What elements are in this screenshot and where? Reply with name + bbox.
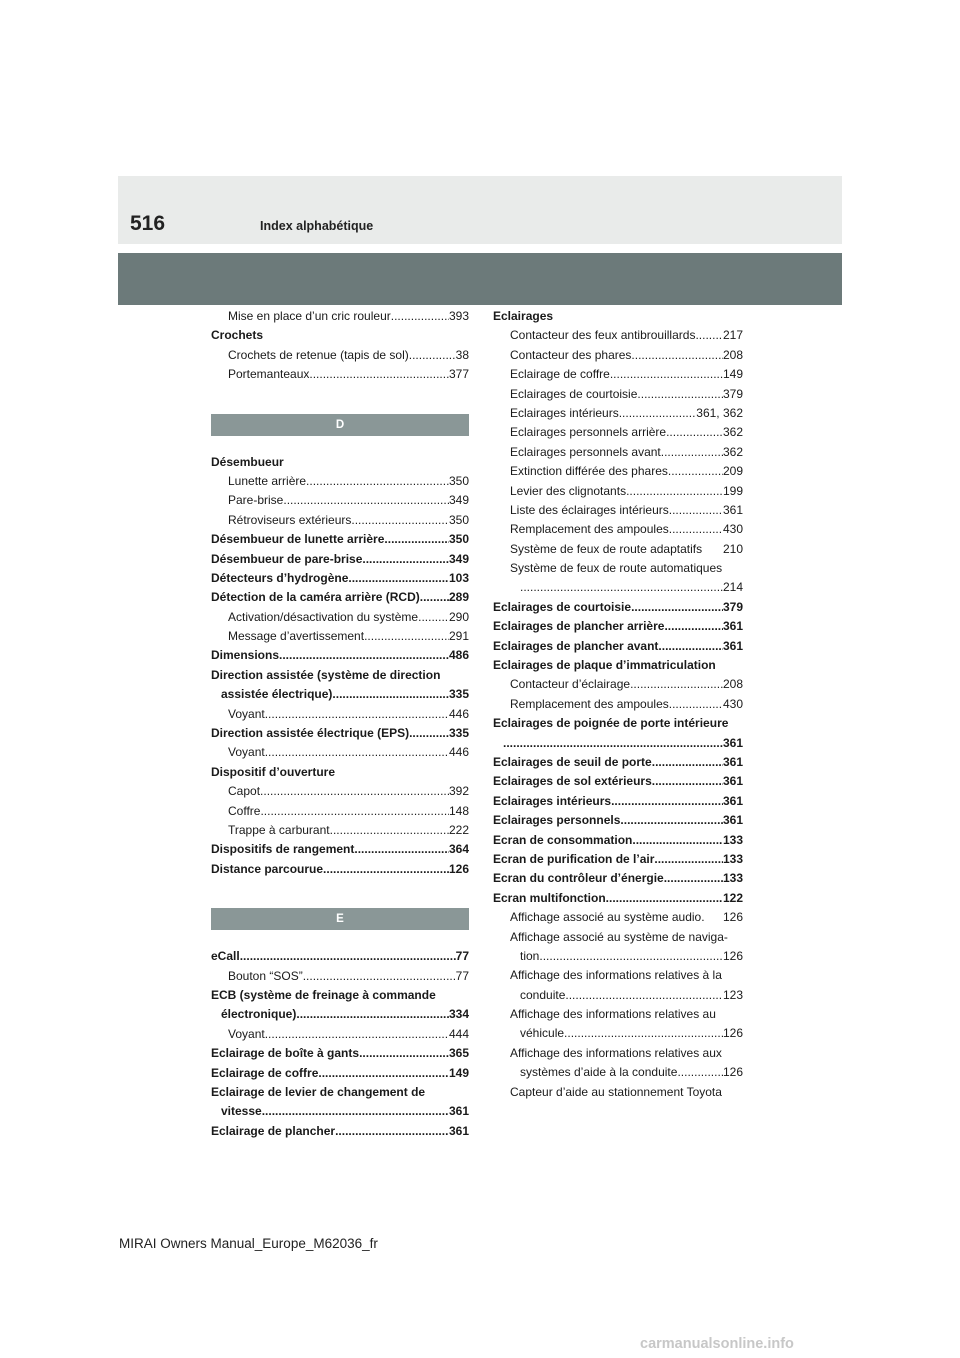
entry-label: Eclairages personnels avant — [510, 444, 661, 459]
entry-label: Eclairages de courtoisie — [510, 386, 638, 401]
dot-leader — [630, 675, 723, 694]
entry-label: Détecteurs d’hydrogène — [211, 570, 349, 585]
entry-label: Eclairages de plancher avant — [493, 638, 659, 653]
entry-label: Eclairages intérieurs — [493, 793, 612, 808]
entry-page-number: 361 — [722, 735, 743, 750]
entry-page-number: 444 — [448, 1026, 469, 1041]
entry-label: Lunette arrière — [228, 473, 307, 488]
entry-page-number: 217 — [722, 328, 743, 343]
entry-label: Eclairages intérieurs — [510, 405, 619, 420]
entry-label: Eclairages de poignée de porte intérieure — [493, 716, 729, 731]
dot-leader — [359, 1044, 449, 1063]
entry-page-number: 350 — [448, 532, 469, 547]
dot-leader — [611, 792, 723, 811]
index-entry — [211, 1005, 469, 1024]
index-subentry — [493, 365, 743, 384]
dot-leader — [279, 646, 449, 665]
index-subentry — [493, 675, 743, 694]
index-column-right — [493, 307, 743, 1102]
dot-leader — [503, 734, 723, 753]
entry-label: Eclairages de courtoisie — [493, 599, 632, 614]
dot-leader — [418, 608, 449, 627]
index-entry — [211, 588, 469, 607]
index-entry — [211, 724, 469, 743]
index-entry — [211, 763, 469, 782]
entry-label: Coffre — [228, 803, 261, 818]
entry-page-number: 361 — [722, 793, 743, 808]
entry-label: assistée électrique) — [221, 687, 333, 702]
entry-page-number: 361 — [448, 1123, 469, 1138]
index-entry — [211, 569, 469, 588]
index-subentry — [493, 423, 743, 442]
entry-page-number: 334 — [448, 1007, 469, 1022]
entry-label: Eclairages — [493, 309, 554, 323]
index-entry — [493, 811, 743, 830]
entry-page-number: 349 — [448, 551, 469, 566]
index-column-left — [211, 307, 469, 1141]
index-entry — [211, 453, 469, 472]
index-subentry — [211, 307, 469, 326]
entry-label: véhicule — [520, 1026, 565, 1041]
index-subentry — [211, 511, 469, 530]
index-subentry — [493, 986, 743, 1005]
index-entry — [493, 753, 743, 772]
index-entry — [211, 840, 469, 859]
index-entry — [493, 714, 743, 733]
index-entry — [493, 656, 743, 675]
entry-page-number: 377 — [448, 367, 469, 382]
dot-leader — [677, 1063, 723, 1082]
entry-page-number: 361 — [722, 774, 743, 789]
entry-label: systèmes d’aide à la conduite — [520, 1065, 678, 1080]
entry-label: Rétroviseurs extérieurs — [228, 512, 352, 527]
index-subentry — [493, 1024, 743, 1043]
dot-leader — [332, 685, 449, 704]
index-entry — [493, 307, 743, 326]
entry-page-number: 126 — [448, 861, 469, 876]
index-entry — [211, 1083, 469, 1102]
dot-leader — [362, 550, 449, 569]
dot-leader — [539, 947, 723, 966]
entry-label: Ecran de consommation — [493, 832, 633, 847]
entry-label: Affichage des informations relatives aux — [510, 1045, 722, 1060]
dot-leader — [658, 637, 723, 656]
index-entry — [211, 530, 469, 549]
entry-label: Détection de la caméra arrière (RCD) — [211, 590, 420, 605]
entry-label: Affichage des informations relatives à la — [510, 968, 722, 983]
entry-label: Dispositifs de rangement — [211, 842, 355, 857]
index-subentry — [493, 326, 743, 345]
entry-page-number: 350 — [448, 512, 469, 527]
entry-page-number: 486 — [448, 648, 469, 663]
entry-page-number: 126 — [722, 948, 743, 963]
dot-leader — [306, 472, 449, 491]
dot-leader — [348, 569, 449, 588]
section-title: Index alphabétique — [260, 219, 374, 233]
entry-label: Désembueur — [211, 454, 284, 469]
entry-label: Trappe à carburant — [228, 822, 330, 837]
entry-page-number: 430 — [722, 522, 743, 537]
entry-label: Eclairage de coffre — [211, 1065, 319, 1080]
index-subentry — [493, 947, 743, 966]
entry-page-number: 289 — [448, 590, 469, 605]
dot-leader — [265, 705, 449, 724]
entry-page-number: 209 — [722, 464, 743, 479]
entry-label: Liste des éclairages intérieurs — [510, 502, 669, 517]
entry-page-number: 149 — [448, 1065, 469, 1080]
entry-label: Distance parcourue — [211, 861, 324, 876]
letter-band-d: D — [211, 414, 469, 436]
index-subentry — [211, 782, 469, 801]
entry-label: Eclairages de plaque d’immatriculation — [493, 658, 716, 673]
entry-label: conduite — [520, 987, 566, 1002]
entry-page-number: 126 — [722, 910, 743, 925]
dot-leader — [330, 821, 449, 840]
entry-label: Voyant — [228, 745, 265, 760]
dot-leader — [669, 520, 723, 539]
entry-page-number: 103 — [448, 570, 469, 585]
entry-page-number: 379 — [722, 599, 743, 614]
index-entry — [493, 637, 743, 656]
dot-leader — [296, 1005, 449, 1024]
index-subentry — [493, 928, 743, 947]
entry-label: Capot — [228, 784, 261, 799]
entry-label: Eclairages de plancher arrière — [493, 619, 665, 634]
index-subentry — [493, 559, 743, 578]
dot-leader — [637, 385, 723, 404]
dot-leader — [391, 307, 449, 326]
index-entry — [493, 617, 743, 636]
entry-page-number: 77 — [455, 968, 469, 983]
entry-label: Eclairages personnels — [493, 813, 621, 828]
index-entry — [211, 947, 469, 966]
index-subentry — [493, 385, 743, 404]
entry-page-number: 126 — [722, 1065, 743, 1080]
entry-label: Message d’avertissement — [228, 629, 365, 644]
index-entry — [493, 850, 743, 869]
entry-page-number: 133 — [722, 871, 743, 886]
entry-page-number: 290 — [448, 609, 469, 624]
entry-page-number: 361 — [722, 502, 743, 517]
entry-label: Levier des clignotants — [510, 483, 627, 498]
index-entry — [211, 666, 469, 685]
entry-label: Désembueur de pare-brise — [211, 551, 363, 566]
entry-page-number: 133 — [722, 851, 743, 866]
dot-leader — [265, 743, 449, 762]
dot-leader — [318, 1064, 449, 1083]
entry-page-number: 446 — [448, 745, 469, 760]
footer-document-id: MIRAI Owners Manual_Europe_M62036_fr — [119, 1236, 378, 1251]
entry-label: Direction assistée (système de direction — [211, 667, 441, 682]
dot-leader — [364, 627, 449, 646]
entry-page-number: 362 — [722, 444, 743, 459]
entry-label: Eclairage de boîte à gants — [211, 1046, 360, 1061]
dot-leader — [335, 1122, 449, 1141]
entry-page-number: 208 — [722, 677, 743, 692]
index-subentry — [493, 540, 743, 559]
index-subentry — [211, 743, 469, 762]
entry-page-number: 361 — [722, 619, 743, 634]
dot-leader — [669, 695, 723, 714]
dot-leader — [664, 869, 723, 888]
dot-leader — [631, 346, 723, 365]
entry-page-number: 392 — [448, 784, 469, 799]
entry-label: eCall — [211, 949, 240, 964]
entry-label: Système de feux de route automatiques — [510, 561, 723, 576]
entry-page-number: 122 — [722, 890, 743, 905]
header-band — [118, 176, 842, 244]
entry-label: Eclairage de plancher — [211, 1123, 336, 1138]
entry-page-number: 349 — [448, 493, 469, 508]
entry-label: Capteur d’aide au stationnement Toyota — [510, 1084, 722, 1099]
index-entry — [211, 860, 469, 879]
index-subentry — [493, 578, 743, 597]
index-subentry — [211, 346, 469, 365]
entry-page-number: 148 — [448, 803, 469, 818]
dot-leader — [260, 802, 449, 821]
entry-page-number: 364 — [448, 842, 469, 857]
entry-page-number: 38 — [455, 347, 469, 362]
dot-leader — [260, 782, 449, 801]
entry-page-number: 365 — [448, 1046, 469, 1061]
index-entry — [211, 1122, 469, 1141]
dot-leader — [652, 772, 723, 791]
dot-leader — [409, 724, 449, 743]
dot-leader — [283, 491, 449, 510]
dot-leader — [420, 588, 449, 607]
index-subentry — [493, 966, 743, 985]
entry-page-number: 77 — [455, 949, 469, 964]
index-entry — [493, 598, 743, 617]
entry-page-number: 350 — [448, 473, 469, 488]
entry-page-number: 361 — [722, 813, 743, 828]
index-entry — [211, 1064, 469, 1083]
header-dark-band — [118, 253, 842, 305]
entry-page-number: 362 — [722, 425, 743, 440]
index-entry — [493, 792, 743, 811]
entry-label: Direction assistée électrique (EPS) — [211, 726, 410, 741]
entry-page-number: 199 — [722, 483, 743, 498]
entry-label: Extinction différée des phares — [510, 464, 668, 479]
index-entry — [211, 326, 469, 345]
index-subentry — [211, 821, 469, 840]
dot-leader — [620, 811, 723, 830]
dot-leader — [262, 1102, 449, 1121]
letter-band-e: E — [211, 908, 469, 930]
index-subentry — [211, 627, 469, 646]
dot-leader — [610, 365, 723, 384]
entry-label: Contacteur des phares — [510, 347, 632, 362]
entry-page-number: 126 — [722, 1026, 743, 1041]
entry-label: Eclairages personnels arrière — [510, 425, 667, 440]
dot-leader — [632, 831, 723, 850]
index-subentry — [493, 695, 743, 714]
index-subentry — [493, 908, 743, 927]
index-entry — [493, 889, 743, 908]
dot-leader — [265, 1025, 449, 1044]
index-entry — [211, 1102, 469, 1121]
entry-label: Ecran de purification de l’air — [493, 851, 655, 866]
entry-label: Bouton “SOS” — [228, 968, 303, 983]
dot-leader — [626, 482, 723, 501]
index-subentry — [493, 462, 743, 481]
index-subentry — [211, 491, 469, 510]
dot-leader — [619, 404, 697, 423]
entry-page-number: 393 — [448, 309, 469, 323]
dot-leader — [303, 967, 456, 986]
index-subentry — [211, 365, 469, 384]
entry-label: Remplacement des ampoules — [510, 522, 669, 537]
entry-label: ECB (système de freinage à commande — [211, 987, 436, 1002]
index-subentry — [211, 967, 469, 986]
index-subentry — [211, 802, 469, 821]
dot-leader — [565, 986, 723, 1005]
entry-page-number: 214 — [722, 580, 743, 595]
entry-label: Eclairages de seuil de porte — [493, 754, 652, 769]
index-entry — [211, 550, 469, 569]
entry-label: vitesse — [221, 1104, 262, 1119]
dot-leader — [654, 850, 723, 869]
index-subentry — [493, 1083, 743, 1102]
dot-leader — [666, 423, 723, 442]
entry-page-number: 133 — [722, 832, 743, 847]
entry-page-number: 210 — [722, 541, 743, 556]
entry-label: Contacteur des feux antibrouillards — [510, 328, 696, 343]
index-subentry — [211, 608, 469, 627]
dot-leader — [661, 443, 723, 462]
index-entry — [211, 646, 469, 665]
dot-leader — [631, 598, 723, 617]
entry-page-number: 361, 362 — [696, 405, 743, 420]
entry-label: Portemanteaux — [228, 367, 310, 382]
entry-label: Dimensions — [211, 648, 280, 663]
dot-leader — [409, 346, 456, 365]
dot-leader — [354, 840, 449, 859]
entry-label: Remplacement des ampoules — [510, 696, 669, 711]
entry-label: Dispositif d’ouverture — [211, 764, 336, 779]
index-subentry — [211, 472, 469, 491]
index-subentry — [493, 1044, 743, 1063]
index-subentry — [211, 1025, 469, 1044]
entry-label: électronique) — [221, 1007, 297, 1022]
dot-leader — [664, 617, 723, 636]
index-entry — [493, 831, 743, 850]
index-subentry — [211, 705, 469, 724]
entry-page-number: 361 — [722, 638, 743, 653]
index-entry — [211, 986, 469, 1005]
dot-leader — [309, 365, 449, 384]
entry-page-number: 335 — [448, 726, 469, 741]
index-entry — [493, 772, 743, 791]
entry-label: Ecran du contrôleur d’énergie — [493, 871, 664, 886]
entry-page-number: 379 — [722, 386, 743, 401]
dot-leader — [668, 462, 723, 481]
entry-page-number: 291 — [448, 629, 469, 644]
index-subentry — [493, 404, 743, 423]
entry-label: Activation/désactivation du système — [228, 609, 419, 624]
index-subentry — [493, 1063, 743, 1082]
entry-label: Eclairage de levier de changement de — [211, 1084, 426, 1099]
dot-leader — [323, 860, 449, 879]
watermark: carmanualsonline.info — [640, 1336, 794, 1352]
index-subentry — [493, 520, 743, 539]
index-subentry — [493, 501, 743, 520]
index-subentry — [493, 1005, 743, 1024]
entry-label: Système de feux de route adaptatifs — [510, 541, 703, 556]
entry-page-number: 361 — [448, 1104, 469, 1119]
entry-label: Eclairage de coffre — [510, 367, 610, 382]
index-subentry — [493, 482, 743, 501]
index-entry — [493, 869, 743, 888]
entry-page-number: 430 — [722, 696, 743, 711]
index-entry — [211, 1044, 469, 1063]
entry-page-number: 361 — [722, 754, 743, 769]
entry-label: Crochets de retenue (tapis de sol) — [228, 347, 409, 362]
dot-leader — [384, 530, 449, 549]
index-subentry — [493, 443, 743, 462]
index-entry — [493, 734, 743, 753]
index-subentry — [493, 346, 743, 365]
page-number: 516 — [130, 212, 166, 235]
entry-page-number: 149 — [722, 367, 743, 382]
dot-leader — [606, 889, 723, 908]
entry-page-number: 208 — [722, 347, 743, 362]
entry-label: Voyant — [228, 1026, 265, 1041]
entry-label: Ecran multifonction — [493, 890, 606, 905]
entry-page-number: 446 — [448, 706, 469, 721]
entry-label: Pare-brise — [228, 493, 284, 508]
dot-leader — [652, 753, 723, 772]
entry-label: Crochets — [211, 328, 264, 343]
dot-leader — [351, 511, 449, 530]
entry-label: Affichage associé au système audio. — [510, 910, 705, 925]
index-entry — [211, 685, 469, 704]
entry-label: Contacteur d’éclairage — [510, 677, 631, 692]
dot-leader — [520, 578, 723, 597]
entry-page-number: 222 — [448, 822, 469, 837]
entry-page-number: 123 — [722, 987, 743, 1002]
entry-label: Mise en place d’un cric rouleur — [228, 309, 391, 323]
entry-page-number: 335 — [448, 687, 469, 702]
entry-label: Affichage des informations relatives au — [510, 1007, 716, 1022]
entry-label: Voyant — [228, 706, 265, 721]
entry-label: Affichage associé au système de naviga- — [510, 929, 728, 944]
dot-leader — [564, 1024, 723, 1043]
entry-label: Désembueur de lunette arrière — [211, 532, 385, 547]
entry-label: Eclairages de sol extérieurs — [493, 774, 652, 789]
dot-leader — [240, 947, 456, 966]
dot-leader — [669, 501, 723, 520]
dot-leader — [695, 326, 723, 345]
entry-label: tion — [520, 948, 540, 963]
